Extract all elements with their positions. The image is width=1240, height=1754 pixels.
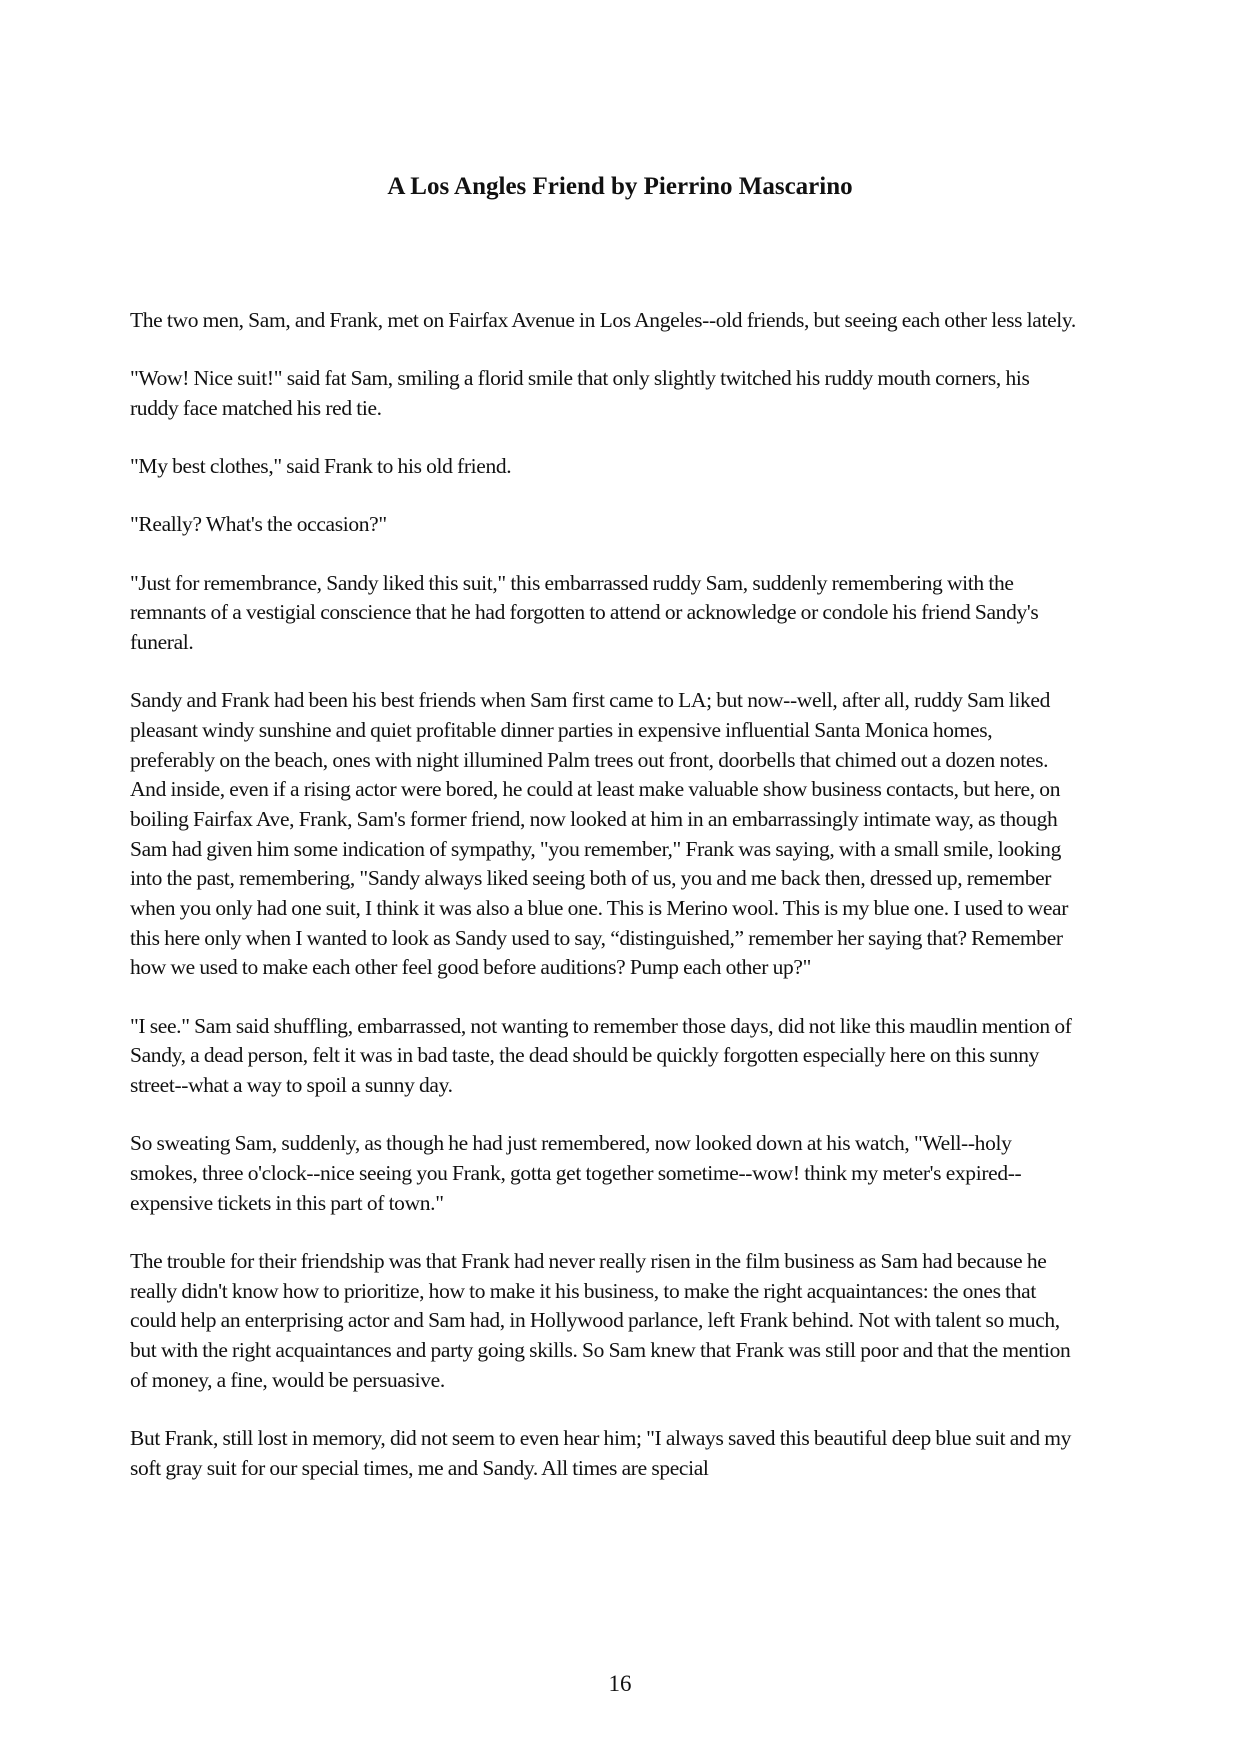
paragraph: "My best clothes," said Frank to his old friend. bbox=[130, 454, 512, 479]
paragraph: But Frank, still lost in memory, did not seem to even hear him; "I always saved this beautiful deep blue suit and my soft gray suit for our special times, me and Sandy. All times are special bbox=[130, 1425, 1072, 1480]
story-body bbox=[130, 306, 1080, 1512]
story-title: A Los Angles Friend by Pierrino Mascarino bbox=[387, 173, 853, 200]
paragraph: "Just for remembrance, Sandy liked this suit," this embarrassed ruddy Sam, suddenly remembering with the remnants of a vestigial conscience that he had forgotten to attend or acknowledge or condole his friend Sandy's funeral. bbox=[130, 570, 1039, 654]
paragraph: The trouble for their friendship was that Frank had never really risen in the film business as Sam had because he really didn't know how to prioritize, how to make it his business, to make the right acquaintances: the ones that could help an enterprising actor and Sam had, in Hollywood parlance, left Frank behind. Not with talent so much, but with the right acquaintances and party going skills. So Sam knew that Frank was still poor and that the mention of money, a fine, would be persuasive. bbox=[130, 1248, 1071, 1392]
paragraph: So sweating Sam, suddenly, as though he had just remembered, now looked down at his watch, "Well--holy smokes, three o'clock--nice seeing you Frank, gotta get together sometime--wow! think my meter's expired--expensive tickets in this part of town." bbox=[130, 1131, 1022, 1215]
page-number: 16 bbox=[608, 1671, 632, 1696]
paragraph: "Wow! Nice suit!" said fat Sam, smiling a florid smile that only slightly twitched his ruddy mouth corners, his ruddy face matched his red tie. bbox=[130, 366, 1030, 420]
paragraph: "I see." Sam said shuffling, embarrassed, not wanting to remember those days, did not like this maudlin mention of Sandy, a dead person, felt it was in bad taste, the dead should be quickly forgotten especially here on this sunny street--what a way to spoil a sunny day. bbox=[130, 1013, 1072, 1098]
paragraph: The two men, Sam, and Frank, met on Fairfax Avenue in Los Angeles--old friends, but seeing each other less lately. bbox=[130, 308, 1076, 332]
paragraph: Sandy and Frank had been his best friends when Sam first came to LA; but now--well, after all, ruddy Sam liked pleasant windy sunshine and quiet profitable dinner parties in expensive influential Santa Monica homes, preferably on the beach, ones with night illumined Palm trees out front, doorbells that chimed out a dozen notes. And inside, even if a rising actor were bored, he could at least make valuable show business contacts, but here, on boiling Fairfax Ave, Frank, Sam's former friend, now looked at him in an embarrassingly intimate way, as though Sam had given him some indication of sympathy, "you remember," Frank was saying, with a small smile, looking into the past, remembering, "Sandy always liked seeing both of us, you and me back then, dressed up, remember when you only had one suit, I think it was also a blue one. This is Merino wool. This is my blue one. I used to wear this here only when I wanted to look as Sandy used to say, “distinguished,” remember her saying that? Remember how we used to make each other feel good before auditions? Pump each other up?" bbox=[130, 688, 1069, 980]
paragraph: "Really? What's the occasion?" bbox=[130, 512, 387, 537]
